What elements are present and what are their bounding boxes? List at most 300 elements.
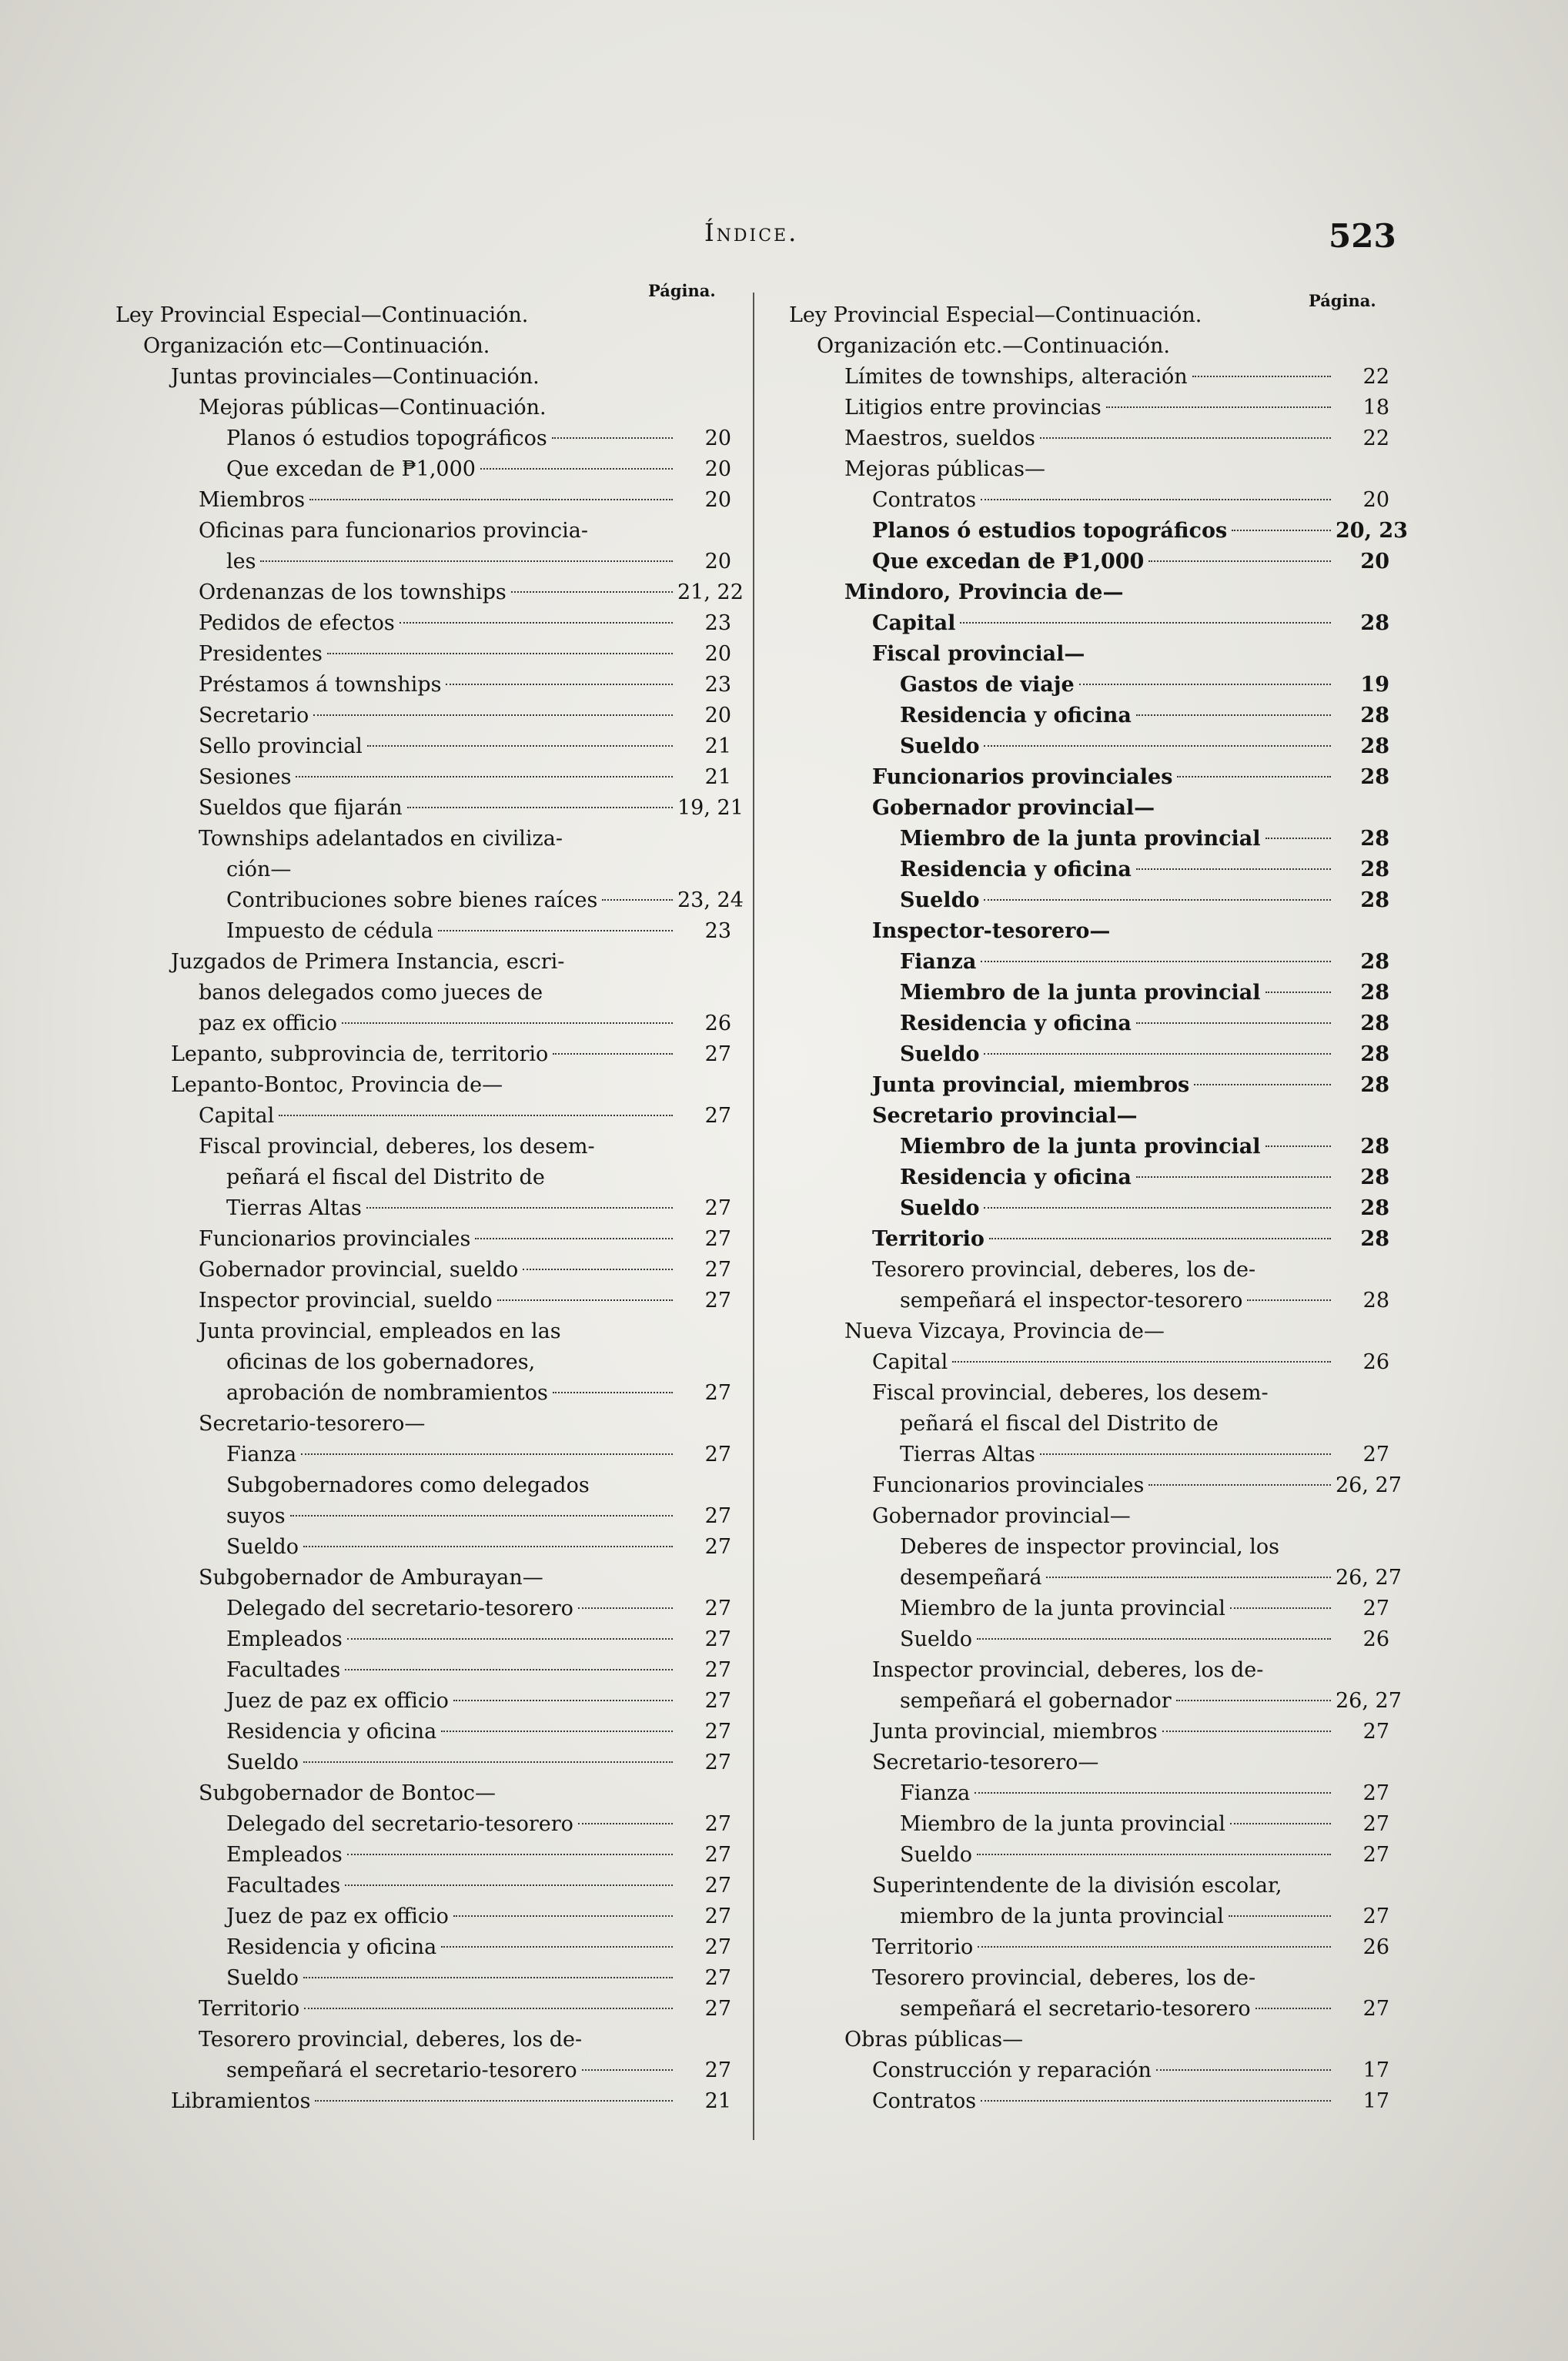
index-entry-page: 27 <box>1362 1905 1389 1928</box>
leader-dots <box>1229 1915 1331 1917</box>
left-column <box>115 300 744 2117</box>
index-entry-page: 28 <box>1360 1165 1389 1189</box>
leader-dots <box>480 468 673 470</box>
index-entry-page: 27 <box>704 1196 731 1220</box>
index-entry-page: 27 <box>704 1689 731 1713</box>
index-entry <box>789 1440 1389 1470</box>
index-entry <box>789 762 1389 793</box>
index-entry <box>789 1347 1389 1378</box>
index-entry <box>789 1316 1389 1347</box>
index-entry <box>115 1901 731 1932</box>
index-entry <box>115 854 731 885</box>
leader-dots <box>1156 2069 1331 2071</box>
right-column <box>789 300 1408 2117</box>
index-entry-text: Sueldo <box>900 1843 973 1867</box>
index-entry <box>115 1809 731 1840</box>
index-entry <box>115 701 731 731</box>
leader-dots <box>497 1299 673 1301</box>
index-entry <box>789 1132 1389 1162</box>
index-entry-text: Fianza <box>226 1443 297 1466</box>
index-entry-page: 27 <box>704 1966 731 1990</box>
index-entry <box>115 1132 731 1162</box>
leader-dots <box>453 1915 673 1917</box>
index-entry-text: Empleados <box>226 1627 343 1651</box>
column-divider <box>753 293 754 2140</box>
leader-dots <box>1232 530 1331 531</box>
index-entry-page: 27 <box>1362 1812 1389 1836</box>
index-entry-text: sempeñará el secretario-tesorero <box>900 1997 1251 2021</box>
index-entry-text: Residencia y oficina <box>900 858 1132 881</box>
index-entry <box>115 331 731 362</box>
index-entry <box>789 1840 1389 1871</box>
leader-dots <box>1162 1731 1331 1732</box>
index-entry-text: Tierras Altas <box>226 1196 362 1220</box>
index-entry <box>789 885 1389 916</box>
index-entry-page: 26 <box>1362 1627 1389 1651</box>
leader-dots <box>1079 684 1331 685</box>
index-entry-page: 20, 23 <box>1336 519 1408 543</box>
index-entry <box>115 1871 731 1901</box>
index-entry-page: 28 <box>1360 734 1389 758</box>
index-entry-page: 28 <box>1360 950 1389 974</box>
index-entry-text: Secretario-tesorero— <box>199 1412 426 1436</box>
leader-dots <box>441 1731 673 1732</box>
index-entry <box>789 1039 1389 1070</box>
index-entry-text: Inspector-tesorero— <box>872 919 1111 943</box>
index-entry <box>789 1809 1389 1840</box>
index-entry <box>789 423 1389 454</box>
index-entry-page: 23 <box>704 673 731 697</box>
index-entry-text: Impuesto de cédula <box>226 919 433 943</box>
index-entry-text: Que excedan de ₱1,000 <box>872 550 1145 574</box>
index-entry-page: 22 <box>1362 426 1389 450</box>
index-entry-text: paz ex officio <box>199 1012 338 1035</box>
index-entry <box>789 947 1389 978</box>
index-entry-text: Fiscal provincial— <box>872 642 1085 666</box>
index-entry-text: Territorio <box>199 1997 300 2021</box>
index-entry-page: 27 <box>704 1042 731 1066</box>
index-entry-text: Fiscal provincial, deberes, los desem- <box>872 1381 1269 1405</box>
index-entry <box>789 1255 1389 1286</box>
index-entry <box>115 1255 731 1286</box>
index-entry-page: 17 <box>1362 2058 1389 2082</box>
leader-dots <box>1265 838 1331 839</box>
leader-dots <box>978 1946 1331 1948</box>
index-entry <box>789 1563 1402 1594</box>
index-entry <box>115 547 731 577</box>
leader-dots <box>446 684 673 685</box>
leader-dots <box>1177 776 1331 778</box>
index-entry-text: Tesorero provincial, deberes, los de- <box>872 1966 1256 1990</box>
index-entry-page: 27 <box>1362 1843 1389 1867</box>
index-entry <box>115 1409 731 1440</box>
leader-dots <box>1040 1453 1331 1455</box>
leader-dots <box>553 1053 673 1055</box>
index-entry-page: 19, 21 <box>677 796 744 820</box>
index-entry-text: Delegado del secretario-tesorero <box>226 1812 573 1836</box>
index-entry-text: Lepanto-Bontoc, Provincia de— <box>171 1073 503 1097</box>
index-entry <box>789 1224 1389 1255</box>
leader-dots <box>315 2100 673 2102</box>
index-entry <box>789 978 1389 1008</box>
index-entry-page: 27 <box>1362 1720 1389 1744</box>
index-entry <box>789 824 1389 854</box>
index-entry-page: 26 <box>1362 1935 1389 1959</box>
leader-dots <box>578 1823 673 1824</box>
leader-dots <box>984 1053 1331 1055</box>
leader-dots <box>347 1638 673 1640</box>
index-entry-page: 27 <box>704 1874 731 1898</box>
index-entry-page: 27 <box>704 1627 731 1651</box>
index-entry-text: Residencia y oficina <box>226 1935 437 1959</box>
index-entry-page: 27 <box>704 1443 731 1466</box>
index-entry <box>115 516 731 547</box>
leader-dots <box>984 1207 1331 1209</box>
index-entry <box>789 1162 1389 1193</box>
index-entry-text: Contribuciones sobre bienes raíces <box>226 888 598 912</box>
index-entry <box>115 1008 731 1039</box>
leader-dots <box>523 1269 673 1270</box>
index-entry-page: 27 <box>1362 1997 1389 2021</box>
index-entry-text: Territorio <box>872 1935 974 1959</box>
index-entry <box>115 577 744 608</box>
index-entry <box>789 1008 1389 1039</box>
index-entry-page: 28 <box>1360 1135 1389 1159</box>
index-entry-page: 27 <box>704 1504 731 1528</box>
index-entry <box>789 608 1389 639</box>
index-entry-text: Sueldo <box>226 1535 299 1559</box>
index-entry <box>789 1871 1389 1901</box>
index-entry-text: Contratos <box>872 2089 977 2113</box>
index-entry <box>789 393 1389 423</box>
index-entry-page: 27 <box>704 1751 731 1774</box>
index-entry-text: Subgobernadores como delegados <box>226 1473 590 1497</box>
index-entry-text: Miembro de la junta provincial <box>900 981 1261 1005</box>
index-entry <box>115 454 731 485</box>
index-entry <box>115 1532 731 1563</box>
index-entry-text: Gobernador provincial— <box>872 796 1155 820</box>
left-column-heading: Página. <box>648 281 716 300</box>
index-entry-page: 27 <box>704 1597 731 1620</box>
index-entry-text: Sueldo <box>900 734 980 758</box>
leader-dots <box>1106 406 1331 408</box>
index-entry <box>789 547 1389 577</box>
leader-dots <box>984 745 1331 747</box>
index-entry-text: Fiscal provincial, deberes, los desem- <box>199 1135 595 1159</box>
index-entry-page: 28 <box>1362 1289 1389 1313</box>
leader-dots <box>1194 1084 1331 1085</box>
leader-dots <box>1176 1700 1331 1701</box>
index-entry <box>789 1409 1389 1440</box>
index-entry <box>115 1440 731 1470</box>
index-entry <box>115 762 731 793</box>
index-entry <box>789 1655 1389 1686</box>
right-column-heading: Página. <box>1309 291 1376 310</box>
index-entry <box>115 1624 731 1655</box>
index-entry-text: Miembros <box>199 488 306 512</box>
index-entry-text: Residencia y oficina <box>900 704 1132 727</box>
leader-dots <box>1046 1577 1331 1578</box>
index-entry-text: Delegado del secretario-tesorero <box>226 1597 573 1620</box>
index-entry <box>789 731 1389 762</box>
leader-dots <box>552 437 673 439</box>
index-entry-page: 26, 27 <box>1336 1473 1402 1497</box>
index-entry-text: Secretario <box>199 704 309 727</box>
leader-dots <box>303 1761 673 1763</box>
leader-dots <box>400 622 673 624</box>
leader-dots <box>345 1669 673 1670</box>
index-entry-text: Inspector provincial, deberes, los de- <box>872 1658 1264 1682</box>
index-entry <box>789 331 1389 362</box>
index-entry-text: Juntas provinciales—Continuación. <box>171 365 540 389</box>
leader-dots <box>602 899 673 901</box>
index-entry-page: 28 <box>1360 827 1389 851</box>
index-entry-text: Funcionarios provinciales <box>872 765 1173 789</box>
leader-dots <box>977 1638 1331 1640</box>
index-entry-text: Tierras Altas <box>900 1443 1035 1466</box>
index-entry-text: sempeñará el inspector-tesorero <box>900 1289 1243 1313</box>
index-entry <box>115 1070 731 1101</box>
index-entry-page: 21, 22 <box>677 580 744 604</box>
index-entry-page: 21 <box>704 734 731 758</box>
index-entry <box>115 1470 731 1501</box>
index-entry-text: Residencia y oficina <box>900 1165 1132 1189</box>
index-entry <box>789 454 1389 485</box>
index-entry <box>115 1101 731 1132</box>
leader-dots <box>578 1607 673 1609</box>
index-entry-page: 23 <box>704 611 731 635</box>
index-entry <box>789 1686 1402 1717</box>
index-entry <box>115 1286 731 1316</box>
index-entry <box>115 1316 731 1347</box>
index-entry-text: Mejoras públicas—Continuación. <box>199 396 547 420</box>
index-entry-page: 20 <box>704 488 731 512</box>
index-entry-text: Litigios entre provincias <box>844 396 1102 420</box>
leader-dots <box>303 1977 673 1978</box>
index-entry-text: Miembro de la junta provincial <box>900 1135 1261 1159</box>
index-entry <box>115 639 731 670</box>
index-entry-page: 27 <box>704 1658 731 1682</box>
leader-dots <box>582 2069 673 2071</box>
index-entry-page: 27 <box>704 1720 731 1744</box>
leader-dots <box>960 622 1331 624</box>
index-entry-text: sempeñará el gobernador <box>900 1689 1172 1713</box>
leader-dots <box>1148 1484 1331 1486</box>
index-entry-text: Gastos de viaje <box>900 673 1075 697</box>
index-entry-text: desempeñará <box>900 1566 1042 1590</box>
index-entry-page: 27 <box>704 1258 731 1282</box>
index-entry-page: 27 <box>704 1812 731 1836</box>
index-entry-text: Pedidos de efectos <box>199 611 395 635</box>
index-entry <box>115 485 731 516</box>
leader-dots <box>1247 1299 1331 1301</box>
index-entry-text: suyos <box>226 1504 286 1528</box>
leader-dots <box>347 1854 673 1855</box>
leader-dots <box>260 560 673 562</box>
index-entry <box>789 793 1389 824</box>
index-entry <box>115 1563 731 1594</box>
leader-dots <box>301 1453 673 1455</box>
index-entry <box>115 731 731 762</box>
leader-dots <box>407 807 673 808</box>
leader-dots <box>309 499 673 500</box>
leader-dots <box>313 714 673 716</box>
index-entry-text: Subgobernador de Bontoc— <box>199 1781 496 1805</box>
index-entry <box>115 978 731 1008</box>
index-entry-text: Funcionarios provinciales <box>199 1227 471 1251</box>
index-entry-text: Capital <box>872 611 956 635</box>
index-entry <box>115 608 731 639</box>
leader-dots <box>303 1546 673 1547</box>
index-entry <box>789 701 1389 731</box>
index-entry <box>115 1193 731 1224</box>
index-entry-page: 28 <box>1360 611 1389 635</box>
index-entry-text: Junta provincial, miembros <box>872 1720 1158 1744</box>
index-entry-text: les <box>226 550 256 574</box>
leader-dots <box>981 2100 1331 2102</box>
index-entry-text: Sueldo <box>900 888 980 912</box>
index-entry <box>789 300 1389 331</box>
leader-dots <box>1255 2008 1331 2009</box>
index-entry-text: Fianza <box>900 950 977 974</box>
index-entry-page: 23, 24 <box>677 888 744 912</box>
index-entry-text: Facultades <box>226 1658 341 1682</box>
index-entry-page: 27 <box>704 1104 731 1128</box>
index-entry-text: Sueldo <box>900 1042 980 1066</box>
index-entry <box>789 1963 1389 1994</box>
index-entry <box>789 1994 1389 2025</box>
index-entry <box>789 1932 1389 1963</box>
index-entry-page: 26, 27 <box>1336 1689 1402 1713</box>
index-entry <box>789 1747 1389 1778</box>
index-entry-text: Secretario provincial— <box>872 1104 1138 1128</box>
index-entry-page: 28 <box>1360 1012 1389 1035</box>
index-entry <box>789 1286 1389 1316</box>
index-entry-text: ción— <box>226 858 292 881</box>
index-entry <box>789 2086 1389 2117</box>
index-entry-page: 21 <box>704 765 731 789</box>
index-entry-text: Planos ó estudios topográficos <box>226 426 547 450</box>
index-entry-page: 17 <box>1362 2089 1389 2113</box>
index-entry-text: Junta provincial, miembros <box>872 1073 1190 1097</box>
index-entry-text: Préstamos á townships <box>199 673 442 697</box>
index-entry <box>115 916 731 947</box>
index-entry-text: peñará el fiscal del Distrito de <box>900 1412 1219 1436</box>
index-entry-text: Superintendente de la división escolar, <box>872 1874 1282 1898</box>
index-entry-page: 28 <box>1360 704 1389 727</box>
leader-dots <box>438 930 673 931</box>
index-entry-page: 28 <box>1360 1227 1389 1251</box>
index-entry <box>115 1655 731 1686</box>
index-entry-text: Inspector provincial, sueldo <box>199 1289 493 1313</box>
leader-dots <box>327 653 673 654</box>
index-entry-page: 20 <box>1362 488 1389 512</box>
index-entry-page: 27 <box>704 1905 731 1928</box>
index-entry <box>789 1193 1389 1224</box>
leader-dots <box>981 961 1331 962</box>
index-entry-text: Residencia y oficina <box>226 1720 437 1744</box>
index-entry-page: 18 <box>1362 396 1389 420</box>
index-entry <box>789 516 1408 547</box>
index-entry <box>115 1378 731 1409</box>
index-entry-text: Obras públicas— <box>844 2028 1024 2052</box>
index-entry-page: 28 <box>1360 1042 1389 1066</box>
index-entry <box>115 423 731 454</box>
leader-dots <box>475 1238 673 1239</box>
index-entry <box>789 916 1389 947</box>
leader-dots <box>342 1022 673 1024</box>
index-entry-page: 27 <box>1362 1597 1389 1620</box>
index-entry-page: 28 <box>1360 888 1389 912</box>
index-entry-text: Deberes de inspector provincial, los <box>900 1535 1280 1559</box>
leader-dots <box>975 1792 1331 1794</box>
leader-dots <box>290 1515 673 1517</box>
leader-dots <box>1136 714 1331 716</box>
index-entry-text: sempeñará el secretario-tesorero <box>226 2058 577 2082</box>
index-entry <box>115 1594 731 1624</box>
index-entry-text: Funcionarios provinciales <box>872 1473 1145 1497</box>
leader-dots <box>1148 560 1331 562</box>
index-entry-text: Territorio <box>872 1227 985 1251</box>
leader-dots <box>1136 1176 1331 1178</box>
leader-dots <box>1192 376 1331 377</box>
leader-dots <box>511 591 673 593</box>
index-entry-text: Límites de townships, alteración <box>844 365 1188 389</box>
index-entry-text: Sesiones <box>199 765 292 789</box>
index-entry-page: 27 <box>704 1289 731 1313</box>
index-entry-text: Sueldo <box>900 1627 973 1651</box>
index-entry-text: Presidentes <box>199 642 323 666</box>
index-entry <box>115 824 731 854</box>
index-entry <box>115 393 731 423</box>
leader-dots <box>296 776 673 778</box>
index-entry-text: Miembro de la junta provincial <box>900 827 1261 851</box>
index-entry-page: 20 <box>704 457 731 481</box>
index-entry <box>115 670 731 701</box>
index-entry-page: 28 <box>1360 981 1389 1005</box>
index-entry-text: banos delegados como jueces de <box>199 981 543 1005</box>
index-entry <box>115 1932 731 1963</box>
index-entry <box>115 1963 731 1994</box>
index-entry-text: Mejoras públicas— <box>844 457 1045 481</box>
leader-dots <box>1136 1022 1331 1024</box>
index-entry-text: Secretario-tesorero— <box>872 1751 1099 1774</box>
leader-dots <box>1230 1607 1331 1609</box>
index-entry-page: 22 <box>1362 365 1389 389</box>
index-entry-text: Subgobernador de Amburayan— <box>199 1566 543 1590</box>
leader-dots <box>1265 1145 1331 1147</box>
index-entry-text: Tesorero provincial, deberes, los de- <box>872 1258 1256 1282</box>
index-entry <box>789 1378 1389 1409</box>
leader-dots <box>279 1115 673 1116</box>
leader-dots <box>984 899 1331 901</box>
index-entry-text: Miembro de la junta provincial <box>900 1597 1225 1620</box>
index-entry <box>789 1470 1402 1501</box>
index-entry-text: peñará el fiscal del Distrito de <box>226 1165 545 1189</box>
index-entry-text: Ley Provincial Especial—Continuación. <box>115 303 529 327</box>
index-entry-text: Contratos <box>872 488 977 512</box>
leader-dots <box>366 1207 673 1209</box>
index-entry-page: 26, 27 <box>1336 1566 1402 1590</box>
index-entry <box>115 1347 731 1378</box>
index-entry-text: Sueldo <box>226 1751 299 1774</box>
index-entry-text: Gobernador provincial— <box>872 1504 1131 1528</box>
index-entry-text: Residencia y oficina <box>900 1012 1132 1035</box>
index-entry-page: 20 <box>1360 550 1389 574</box>
index-entry <box>115 947 731 978</box>
leader-dots <box>553 1392 673 1393</box>
index-entry-text: Junta provincial, empleados en las <box>199 1319 561 1343</box>
